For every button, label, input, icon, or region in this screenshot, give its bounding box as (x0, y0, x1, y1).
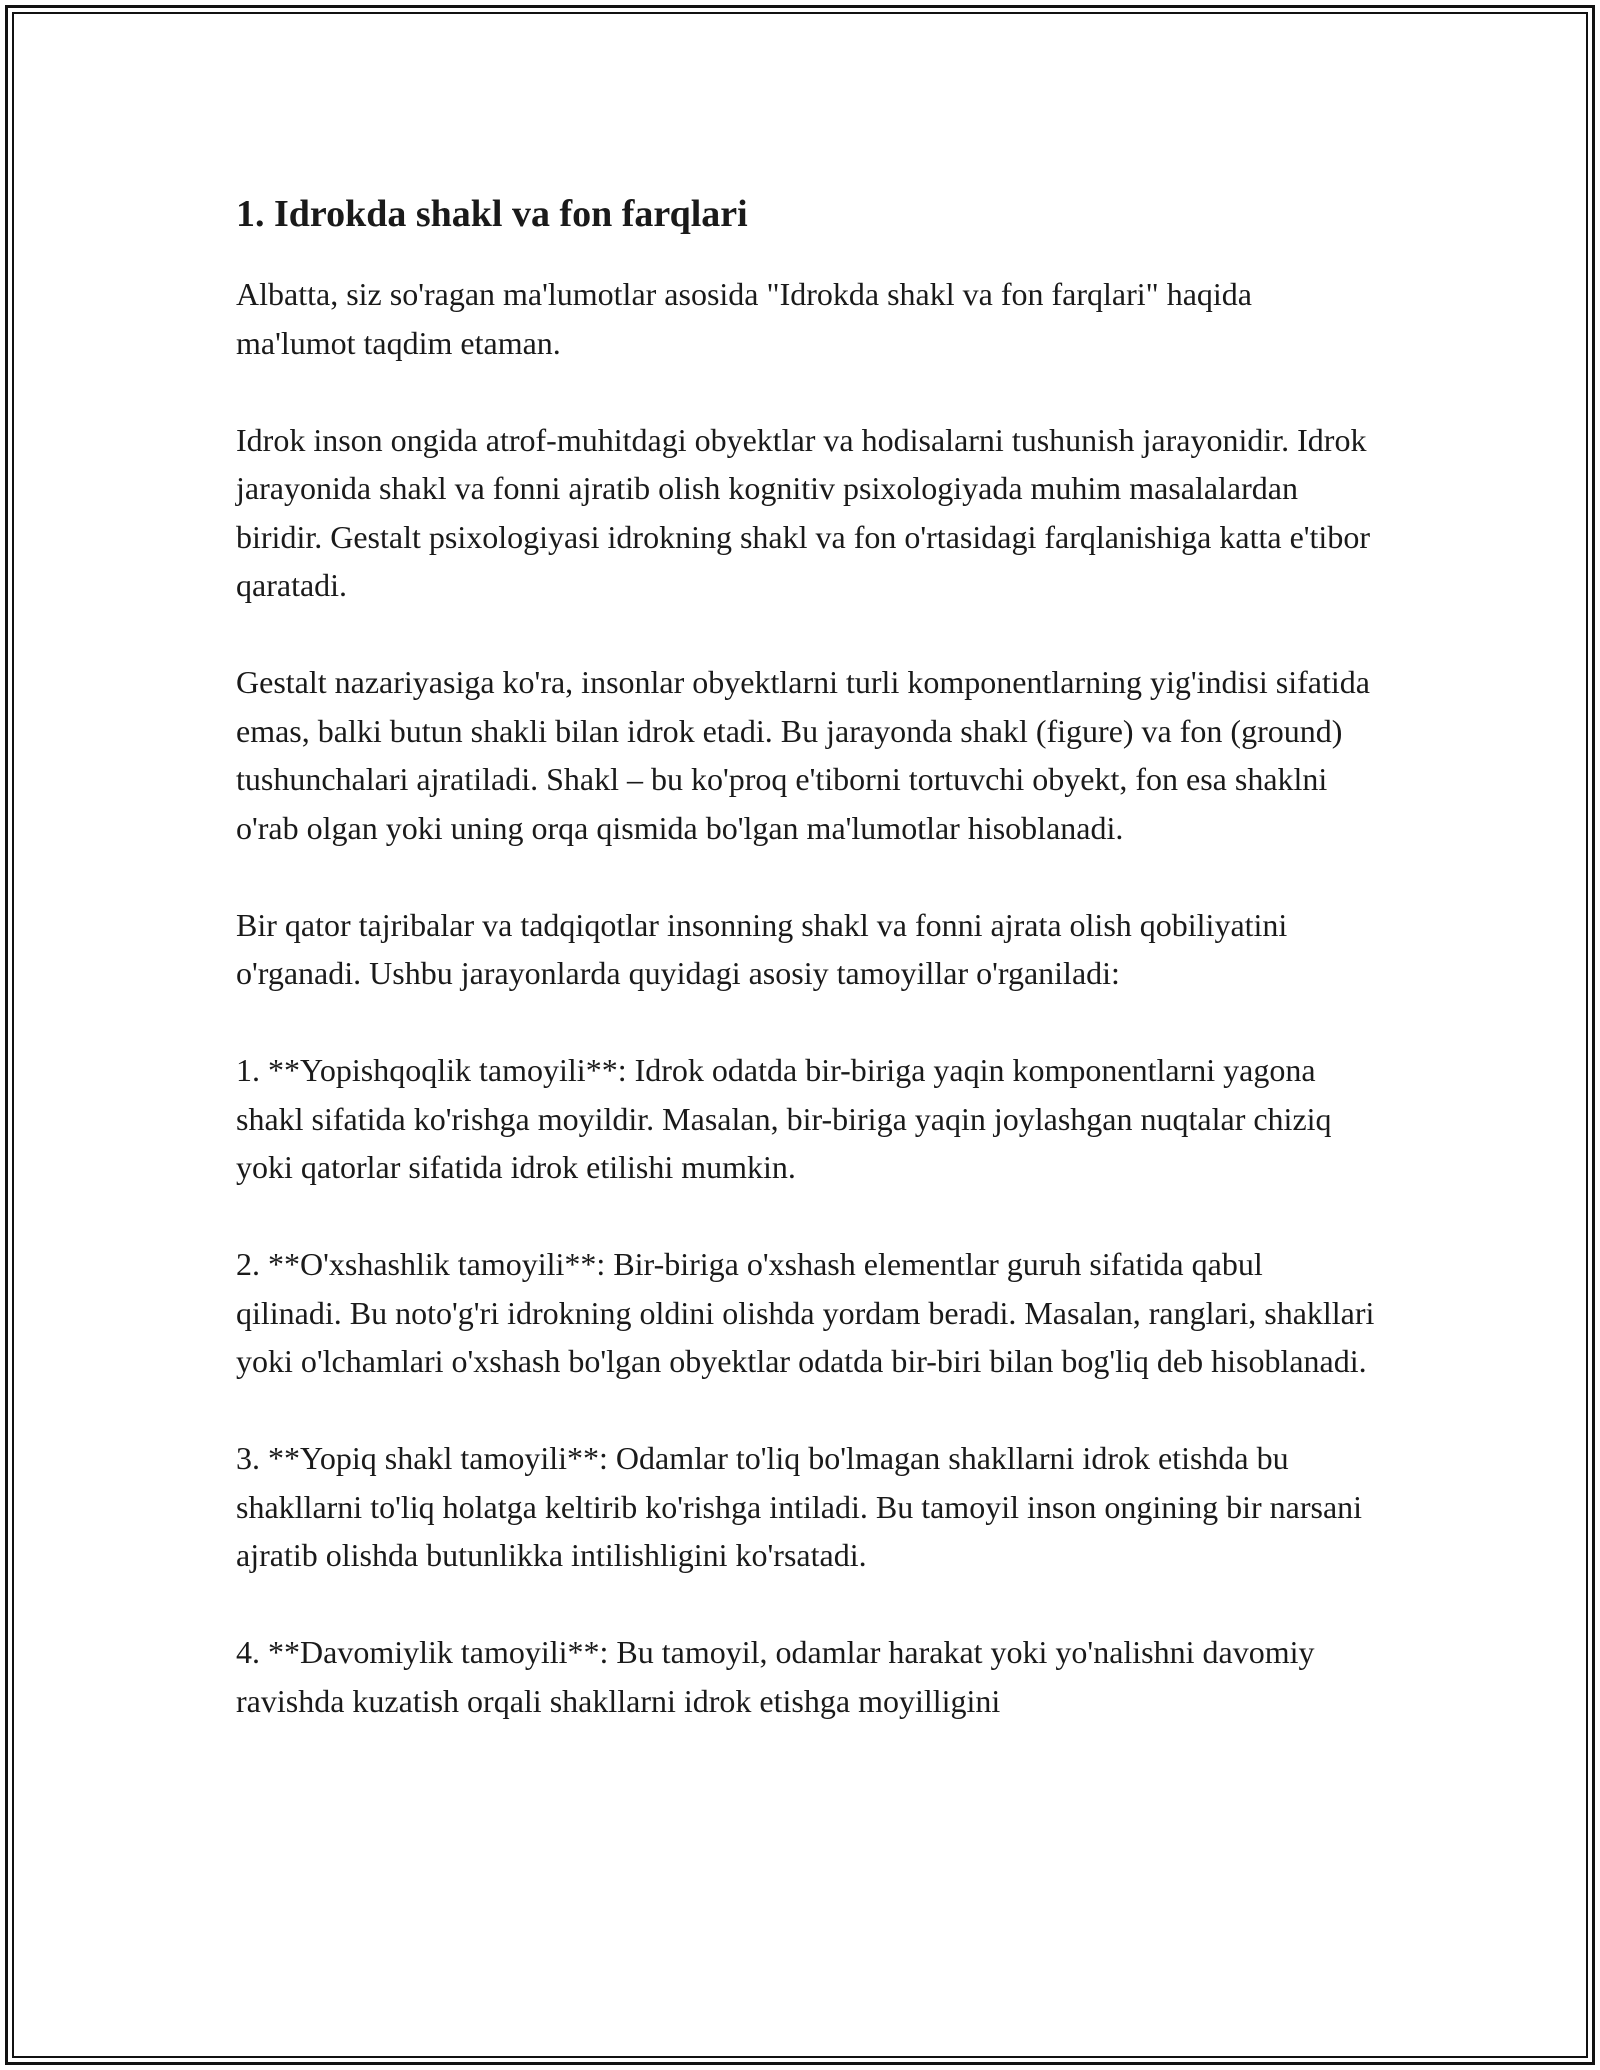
paragraph-gestalt: Gestalt nazariyasiga ko'ra, insonlar obyektlarni turli komponentlarning yig'indisi sifatida emas, balki butun shakli bilan idrok etadi. Bu jarayonda shakl (figure) va fon (ground) tushunchalari ajratiladi. Shakl – bu ko'proq e'tiborni tortuvchi obyekt, fon esa shaklni o'rab olgan yoki uning orqa qismida bo'lgan ma'lumotlar hisoblanadi. (236, 664, 1370, 846)
list-item-3: 3. **Yopiq shakl tamoyili**: Odamlar to'liq bo'lmagan shakllarni idrok etishda bu shakllarni to'liq holatga keltirib ko'rishga intiladi. Bu tamoyil inson ongining bir narsani ajratib olishda butunlikka intilishligini ko'rsatadi. (236, 1440, 1363, 1573)
paragraph-intro: Albatta, siz so'ragan ma'lumotlar asosida "Idrokda shakl va fon farqlari" haqida ma'lumot taqdim etaman. (236, 276, 1252, 361)
list-item-1: 1. **Yopishqoqlik tamoyili**: Idrok odatda bir-biriga yaqin komponentlarni yagona shakl sifatida ko'rishga moyildir. Masalan, bir-biriga yaqin joylashgan nuqtalar chiziq yoki qatorlar sifatida idrok etilishi mumkin. (236, 1052, 1332, 1185)
document-title: 1. Idrokda shakl va fon farqlari (236, 193, 748, 235)
list-item-4: 4. **Davomiylik tamoyili**: Bu tamoyil, odamlar harakat yoki yo'nalishni davomiy ravishda kuzatish orqali shakllarni idrok etishga moyilligini (236, 1634, 1315, 1719)
paragraph-definition: Idrok inson ongida atrof-muhitdagi obyektlar va hodisalarni tushunish jarayonidir. Idrok jarayonida shakl va fonni ajratib olish kognitiv psixologiyada muhim masalalardan biridir. Gestalt psixologiyasi idrokning shakl va fon o'rtasidagi farqlanishiga katta e'tibor qaratadi. (236, 421, 1370, 603)
list-item-2: 2. **O'xshashlik tamoyili**: Bir-biriga o'xshash elementlar guruh sifatida qabul qilinadi. Bu noto'g'ri idrokning oldini olishda yordam beradi. Masalan, ranglari, shakllari yoki o'lchamlari o'xshash bo'lgan obyektlar odatda bir-biri bilan bog'liq deb hisoblanadi. (236, 1246, 1375, 1379)
paragraph-research: Bir qator tajribalar va tadqiqotlar insonning shakl va fonni ajrata olish qobiliyatini o'rganadi. Ushbu jarayonlarda quyidagi asosiy tamoyillar o'rganiladi: (236, 906, 1288, 991)
document-body (236, 188, 1376, 1774)
